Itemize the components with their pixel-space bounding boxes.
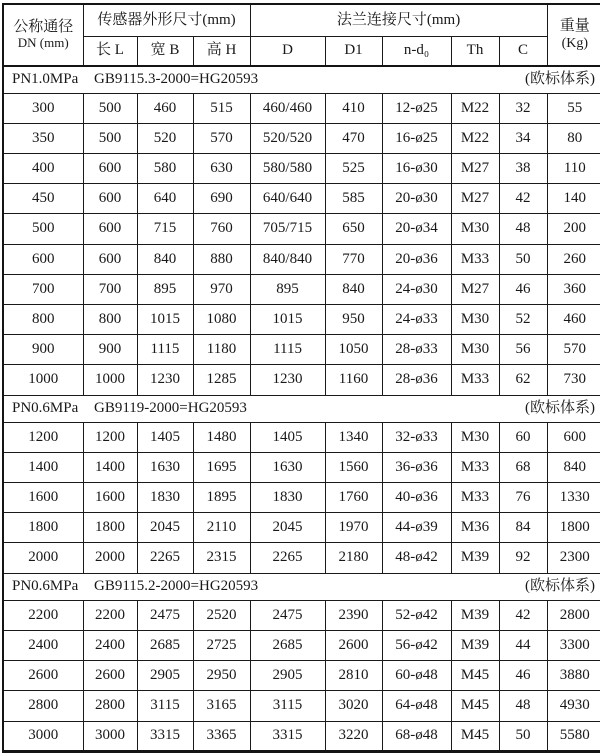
- cell-n-d0: 24-ø33: [382, 304, 451, 334]
- cell-dn: 400: [3, 154, 83, 184]
- col-header-height-h: 高 H: [193, 36, 250, 66]
- cell-n-d0: 44-ø39: [382, 513, 451, 543]
- cell-length-l: 900: [83, 335, 137, 365]
- cell-width-b: 580: [137, 154, 193, 184]
- cell-weight: 140: [547, 184, 600, 214]
- cell-width-b: 640: [137, 184, 193, 214]
- header-row-groups: [3, 4, 600, 36]
- cell-height-h: 630: [193, 154, 250, 184]
- cell-height-h: 1285: [193, 365, 250, 395]
- cell-length-l: 1000: [83, 365, 137, 395]
- cell-height-h: 1480: [193, 422, 250, 452]
- cell-d1: 650: [325, 214, 382, 244]
- cell-d: 1630: [250, 452, 325, 482]
- table-row: [3, 154, 600, 184]
- cell-n-d0: 20-ø34: [382, 214, 451, 244]
- cell-width-b: 2265: [137, 543, 193, 573]
- section-pressure-label: PN0.6MPa: [12, 578, 79, 595]
- cell-d1: 1970: [325, 513, 382, 543]
- cell-height-h: 515: [193, 93, 250, 123]
- cell-dn: 1800: [3, 513, 83, 543]
- cell-n-d0: 40-ø36: [382, 483, 451, 513]
- table-row: [3, 93, 600, 123]
- cell-weight: 460: [547, 304, 600, 334]
- cell-length-l: 500: [83, 93, 137, 123]
- col-header-n-d0: n-d₀: [382, 36, 451, 66]
- cell-d: 1230: [250, 365, 325, 395]
- cell-width-b: 1630: [137, 452, 193, 482]
- cell-d1: 950: [325, 304, 382, 334]
- cell-d: 2905: [250, 661, 325, 691]
- cell-height-h: 1080: [193, 304, 250, 334]
- cell-dn: 500: [3, 214, 83, 244]
- cell-width-b: 1015: [137, 304, 193, 334]
- cell-width-b: 520: [137, 123, 193, 153]
- cell-d1: 3220: [325, 721, 382, 751]
- weight-title: 重量: [559, 18, 590, 35]
- cell-th: M33: [451, 483, 499, 513]
- cell-c: 68: [499, 452, 547, 482]
- cell-th: M36: [451, 513, 499, 543]
- cell-n-d0: 60-ø48: [382, 661, 451, 691]
- cell-d1: 410: [325, 93, 382, 123]
- cell-d1: 525: [325, 154, 382, 184]
- cell-th: M39: [451, 543, 499, 573]
- cell-n-d0: 36-ø36: [382, 452, 451, 482]
- cell-dn: 1200: [3, 422, 83, 452]
- section-note-label: (欧标体系): [525, 578, 596, 595]
- cell-weight: 5580: [547, 721, 600, 751]
- cell-th: M27: [451, 184, 499, 214]
- table-row: [3, 184, 600, 214]
- cell-length-l: 2200: [83, 600, 137, 630]
- cell-dn: 2800: [3, 691, 83, 721]
- cell-length-l: 800: [83, 304, 137, 334]
- col-header-dn: [3, 4, 83, 66]
- table-row: [3, 543, 600, 573]
- cell-d: 2475: [250, 600, 325, 630]
- cell-width-b: 715: [137, 214, 193, 244]
- cell-n-d0: 12-ø25: [382, 93, 451, 123]
- cell-length-l: 500: [83, 123, 137, 153]
- cell-length-l: 700: [83, 274, 137, 304]
- cell-n-d0: 68-ø48: [382, 721, 451, 751]
- cell-weight: 110: [547, 154, 600, 184]
- cell-n-d0: 56-ø42: [382, 631, 451, 661]
- cell-length-l: 1200: [83, 422, 137, 452]
- cell-height-h: 760: [193, 214, 250, 244]
- section-note-label: (欧标体系): [525, 400, 596, 416]
- cell-d: 520/520: [250, 123, 325, 153]
- col-header-width-b: 宽 B: [137, 36, 193, 66]
- cell-height-h: 970: [193, 274, 250, 304]
- cell-width-b: 2045: [137, 513, 193, 543]
- cell-d1: 1340: [325, 422, 382, 452]
- cell-dn: 3000: [3, 721, 83, 751]
- cell-dn: 2600: [3, 661, 83, 691]
- cell-d1: 585: [325, 184, 382, 214]
- cell-weight: 1330: [547, 483, 600, 513]
- cell-c: 42: [499, 600, 547, 630]
- cell-width-b: 1115: [137, 335, 193, 365]
- cell-d1: 1760: [325, 483, 382, 513]
- table-header: [3, 4, 600, 66]
- cell-dn: 700: [3, 274, 83, 304]
- table-row: [3, 600, 600, 630]
- cell-d: 640/640: [250, 184, 325, 214]
- cell-c: 52: [499, 304, 547, 334]
- cell-c: 50: [499, 244, 547, 274]
- cell-dn: 300: [3, 93, 83, 123]
- cell-dn: 1600: [3, 483, 83, 513]
- cell-height-h: 1695: [193, 452, 250, 482]
- cell-n-d0: 16-ø30: [382, 154, 451, 184]
- section-standard-label: GB9119-2000=HG20593: [94, 400, 247, 416]
- cell-d: 580/580: [250, 154, 325, 184]
- cell-length-l: 1400: [83, 452, 137, 482]
- cell-d: 1405: [250, 422, 325, 452]
- section-header-cell: [3, 66, 600, 93]
- cell-dn: 800: [3, 304, 83, 334]
- cell-dn: 1400: [3, 452, 83, 482]
- cell-n-d0: 20-ø30: [382, 184, 451, 214]
- table-row: [3, 365, 600, 395]
- cell-d1: 1050: [325, 335, 382, 365]
- cell-length-l: 600: [83, 154, 137, 184]
- cell-d: 460/460: [250, 93, 325, 123]
- section-pressure-label: PN1.0MPa: [12, 71, 79, 88]
- cell-th: M45: [451, 721, 499, 751]
- cell-c: 92: [499, 543, 547, 573]
- cell-c: 60: [499, 422, 547, 452]
- cell-length-l: 2600: [83, 661, 137, 691]
- cell-dn: 2200: [3, 600, 83, 630]
- table-row: [3, 483, 600, 513]
- cell-width-b: 1405: [137, 422, 193, 452]
- cell-height-h: 2110: [193, 513, 250, 543]
- weight-unit: (Kg): [561, 35, 589, 51]
- cell-height-h: 690: [193, 184, 250, 214]
- section-standard-label: GB9115.3-2000=HG20593: [94, 71, 259, 88]
- cell-length-l: 1800: [83, 513, 137, 543]
- table-row: [3, 123, 600, 153]
- section-pressure-label: PN0.6MPa: [12, 400, 79, 416]
- flange-dimension-table: [2, 3, 600, 753]
- table-row: [3, 422, 600, 452]
- cell-d: 1015: [250, 304, 325, 334]
- table-row: [3, 452, 600, 482]
- cell-length-l: 2800: [83, 691, 137, 721]
- cell-height-h: 2725: [193, 631, 250, 661]
- cell-n-d0: 16-ø25: [382, 123, 451, 153]
- cell-width-b: 460: [137, 93, 193, 123]
- cell-th: M22: [451, 123, 499, 153]
- cell-th: M22: [451, 93, 499, 123]
- cell-c: 34: [499, 123, 547, 153]
- cell-d1: 3020: [325, 691, 382, 721]
- section-header-cell: [3, 573, 600, 600]
- cell-dn: 600: [3, 244, 83, 274]
- cell-weight: 3300: [547, 631, 600, 661]
- cell-n-d0: 28-ø36: [382, 365, 451, 395]
- col-header-length-l: 长 L: [83, 36, 137, 66]
- section-header-row: [3, 66, 600, 93]
- cell-d: 840/840: [250, 244, 325, 274]
- col-header-d: D: [250, 36, 325, 66]
- cell-d: 3315: [250, 721, 325, 751]
- cell-height-h: 1895: [193, 483, 250, 513]
- cell-th: M39: [451, 631, 499, 661]
- cell-th: M30: [451, 422, 499, 452]
- cell-c: 38: [499, 154, 547, 184]
- cell-weight: 730: [547, 365, 600, 395]
- cell-width-b: 1230: [137, 365, 193, 395]
- cell-width-b: 3315: [137, 721, 193, 751]
- cell-width-b: 840: [137, 244, 193, 274]
- cell-th: M30: [451, 335, 499, 365]
- cell-c: 46: [499, 661, 547, 691]
- cell-c: 46: [499, 274, 547, 304]
- cell-height-h: 3365: [193, 721, 250, 751]
- cell-dn: 2400: [3, 631, 83, 661]
- cell-length-l: 600: [83, 244, 137, 274]
- cell-n-d0: 48-ø42: [382, 543, 451, 573]
- cell-width-b: 2685: [137, 631, 193, 661]
- table-body: [3, 66, 600, 752]
- table-row: [3, 274, 600, 304]
- section-header-row: [3, 573, 600, 600]
- cell-weight: 260: [547, 244, 600, 274]
- col-header-th: Th: [451, 36, 499, 66]
- cell-d1: 2390: [325, 600, 382, 630]
- cell-length-l: 1600: [83, 483, 137, 513]
- cell-n-d0: 52-ø42: [382, 600, 451, 630]
- cell-n-d0: 24-ø30: [382, 274, 451, 304]
- cell-weight: 4930: [547, 691, 600, 721]
- cell-c: 48: [499, 691, 547, 721]
- cell-d: 705/715: [250, 214, 325, 244]
- cell-d: 1830: [250, 483, 325, 513]
- cell-d: 895: [250, 274, 325, 304]
- cell-length-l: 600: [83, 184, 137, 214]
- cell-th: M33: [451, 365, 499, 395]
- cell-n-d0: 32-ø33: [382, 422, 451, 452]
- cell-th: M30: [451, 214, 499, 244]
- col-group-flange-dimensions: 法兰连接尺寸(mm): [250, 4, 547, 36]
- table-row: [3, 661, 600, 691]
- cell-width-b: 2905: [137, 661, 193, 691]
- cell-width-b: 895: [137, 274, 193, 304]
- cell-th: M27: [451, 154, 499, 184]
- cell-width-b: 1830: [137, 483, 193, 513]
- cell-c: 48: [499, 214, 547, 244]
- cell-height-h: 570: [193, 123, 250, 153]
- cell-weight: 2800: [547, 600, 600, 630]
- cell-th: M27: [451, 274, 499, 304]
- col-group-sensor-dimensions: 传感器外形尺寸(mm): [83, 4, 250, 36]
- cell-d: 1115: [250, 335, 325, 365]
- cell-length-l: 2000: [83, 543, 137, 573]
- cell-width-b: 2475: [137, 600, 193, 630]
- table-row: [3, 335, 600, 365]
- cell-c: 62: [499, 365, 547, 395]
- cell-dn: 350: [3, 123, 83, 153]
- cell-d1: 2600: [325, 631, 382, 661]
- cell-d1: 2180: [325, 543, 382, 573]
- cell-weight: 3880: [547, 661, 600, 691]
- cell-th: M30: [451, 304, 499, 334]
- dn-subtitle: DN (mm): [17, 35, 69, 51]
- cell-d1: 2810: [325, 661, 382, 691]
- dn-title: 公称通径: [13, 18, 74, 35]
- cell-width-b: 3115: [137, 691, 193, 721]
- cell-height-h: 3165: [193, 691, 250, 721]
- cell-height-h: 2315: [193, 543, 250, 573]
- cell-d1: 770: [325, 244, 382, 274]
- header-row-subcols: [3, 36, 600, 66]
- cell-c: 32: [499, 93, 547, 123]
- cell-d: 2045: [250, 513, 325, 543]
- cell-d1: 1160: [325, 365, 382, 395]
- cell-n-d0: 20-ø36: [382, 244, 451, 274]
- table-row: [3, 631, 600, 661]
- cell-weight: 2300: [547, 543, 600, 573]
- table-row: [3, 304, 600, 334]
- cell-length-l: 600: [83, 214, 137, 244]
- cell-th: M33: [451, 244, 499, 274]
- cell-dn: 450: [3, 184, 83, 214]
- table-row: [3, 214, 600, 244]
- col-header-c: C: [499, 36, 547, 66]
- cell-dn: 1000: [3, 365, 83, 395]
- cell-d: 2265: [250, 543, 325, 573]
- section-note-label: (欧标体系): [525, 71, 596, 88]
- cell-c: 50: [499, 721, 547, 751]
- cell-th: M45: [451, 661, 499, 691]
- table-row: [3, 691, 600, 721]
- cell-weight: 570: [547, 335, 600, 365]
- cell-height-h: 1180: [193, 335, 250, 365]
- cell-weight: 80: [547, 123, 600, 153]
- table-row: [3, 513, 600, 543]
- cell-height-h: 2950: [193, 661, 250, 691]
- cell-d1: 840: [325, 274, 382, 304]
- cell-c: 42: [499, 184, 547, 214]
- cell-height-h: 2520: [193, 600, 250, 630]
- cell-weight: 840: [547, 452, 600, 482]
- section-header-row: [3, 395, 600, 422]
- table-row: [3, 244, 600, 274]
- cell-d: 3115: [250, 691, 325, 721]
- cell-weight: 1800: [547, 513, 600, 543]
- section-standard-label: GB9115.2-2000=HG20593: [94, 578, 259, 595]
- cell-d: 2685: [250, 631, 325, 661]
- cell-dn: 2000: [3, 543, 83, 573]
- cell-d1: 1560: [325, 452, 382, 482]
- cell-dn: 900: [3, 335, 83, 365]
- cell-length-l: 2400: [83, 631, 137, 661]
- cell-n-d0: 28-ø33: [382, 335, 451, 365]
- cell-c: 84: [499, 513, 547, 543]
- cell-th: M45: [451, 691, 499, 721]
- cell-length-l: 3000: [83, 721, 137, 751]
- col-header-d1: D1: [325, 36, 382, 66]
- cell-weight: 55: [547, 93, 600, 123]
- cell-height-h: 880: [193, 244, 250, 274]
- cell-c: 76: [499, 483, 547, 513]
- table-row: [3, 721, 600, 751]
- cell-n-d0: 64-ø48: [382, 691, 451, 721]
- cell-weight: 200: [547, 214, 600, 244]
- cell-th: M39: [451, 600, 499, 630]
- cell-weight: 360: [547, 274, 600, 304]
- cell-th: M33: [451, 452, 499, 482]
- cell-c: 44: [499, 631, 547, 661]
- cell-weight: 600: [547, 422, 600, 452]
- cell-c: 56: [499, 335, 547, 365]
- cell-d1: 470: [325, 123, 382, 153]
- col-header-weight: [547, 4, 600, 66]
- section-header-cell: [3, 395, 600, 422]
